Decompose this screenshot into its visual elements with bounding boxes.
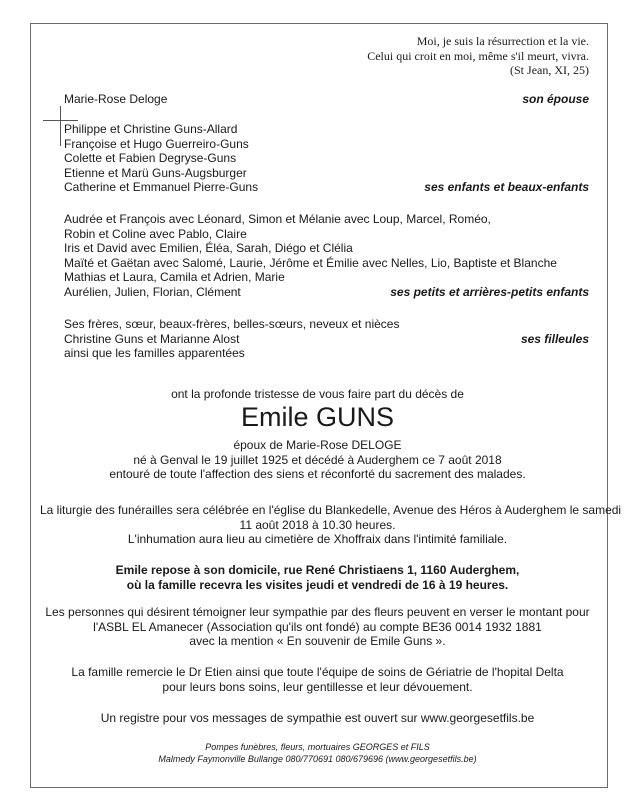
thanks-line: La famille remercie le Dr Etien ainsi que toute l'équipe de soins de Gériatrie de l'hopital Delta <box>71 665 564 679</box>
family-line: Maïté et Gaëtan avec Salomé, Laurie, Jérôme et Émilie avec Nelles, Lio, Baptiste et Blanche <box>64 255 557 270</box>
announcement-text: ont la profonde tristesse de vous faire part du décès de <box>171 387 464 401</box>
footer-line: Malmedy Faymonville Bullange 080/770691 080/679696 (www.georgesetfils.be) <box>158 754 477 764</box>
children-section <box>64 122 589 195</box>
donation-line: Les personnes qui désirent témoigner leur sympathie par des fleurs peuvent en verser le montant pour <box>45 605 590 619</box>
detail-line: entouré de toute l'affection des siens et réconforté du sacrement des malades. <box>109 467 526 482</box>
family-line: Audrée et François avec Léonard, Simon et Mélanie avec Loup, Marcel, Roméo, <box>64 212 491 226</box>
donation-line: l'ASBL EL Amanecer (Association qu'ils ont fondé) au compte BE36 0014 1932 1881 <box>93 619 542 634</box>
family-line: Mathias et Laura, Camila et Adrien, Marie <box>64 270 285 285</box>
family-line: Iris et David avec Emilien, Éléa, Sarah, Diégo et Clélia <box>64 241 353 256</box>
funeral-home-footer <box>0 741 635 765</box>
family-line: Françoise et Hugo Guerreiro-Guns <box>64 136 249 151</box>
quote-line: Celui qui croit en moi, même s'il meurt, vivra. <box>367 48 589 63</box>
thanks-details <box>40 665 595 694</box>
spouse-section <box>64 92 589 107</box>
grandchildren-role: ses petits et arrières-petits enfants <box>390 284 589 299</box>
detail-line: né à Genval le 19 juillet 1925 et décédé à Auderghem ce 7 août 2018 <box>133 452 502 467</box>
deceased-name: Emile GUNS <box>240 402 395 432</box>
funeral-line: La liturgie des funérailles sera célébrée en l'église du Blankedelle, Avenue des Héros à Auderghem le samedi <box>40 503 622 517</box>
family-line: Robin et Coline avec Pablo, Claire <box>64 226 247 241</box>
quote-line: Moi, je suis la résurrection et la vie. <box>416 34 589 48</box>
detail-line: époux de Marie-Rose DELOGE <box>233 438 402 452</box>
family-line: ainsi que les familles apparentées <box>64 346 245 361</box>
deceased-details <box>40 438 595 482</box>
funeral-details <box>40 503 622 547</box>
funeral-line: 11 août 2018 à 10.30 heures. <box>239 517 396 532</box>
family-line: Colette et Fabien Degryse-Guns <box>64 151 237 166</box>
visitation-line: Emile repose à son domicile, rue René Christiaens 1, 1160 Auderghem, <box>115 563 520 577</box>
register-note <box>40 711 595 726</box>
donation-line: avec la mention « En souvenir de Emile Guns ». <box>189 634 446 649</box>
thanks-line: pour leurs bons soins, leur gentillesse et leur dévouement. <box>162 679 473 694</box>
visitation-details <box>40 563 595 592</box>
family-line: Ses frères, sœur, beaux-frères, belles-sœurs, neveux et nièces <box>64 317 400 331</box>
spouse-name: Marie-Rose Deloge <box>64 92 168 106</box>
family-line: Aurélien, Julien, Florian, Clément <box>64 284 241 299</box>
family-line: Catherine et Emmanuel Pierre-Guns <box>64 180 259 195</box>
quote-reference: (St Jean, XI, 25) <box>510 63 589 77</box>
footer-line: Pompes funèbres, fleurs, mortuaires GEORGES et FILS <box>205 742 430 752</box>
donation-details <box>40 605 595 649</box>
others-section <box>64 317 589 361</box>
family-line: Etienne et Marü Guns-Augsburger <box>64 165 247 180</box>
family-line: Philippe et Christine Guns-Allard <box>64 122 238 136</box>
children-role: ses enfants et beaux-enfants <box>424 180 589 195</box>
spouse-role: son épouse <box>522 92 589 106</box>
grandchildren-section <box>64 212 589 300</box>
family-line: Christine Guns et Marianne Alost <box>64 331 240 346</box>
announcement <box>40 387 595 402</box>
register-text: Un registre pour vos messages de sympathie est ouvert sur www.georgesetfils.be <box>100 711 535 725</box>
visitation-line: où la famille recevra les visites jeudi et vendredi de 16 à 19 heures. <box>126 577 509 592</box>
funeral-line: L'inhumation aura lieu au cimetière de Xhoffraix dans l'intimité familiale. <box>127 532 508 547</box>
goddaughters-role: ses filleules <box>520 331 589 346</box>
scripture-quote <box>367 34 589 78</box>
